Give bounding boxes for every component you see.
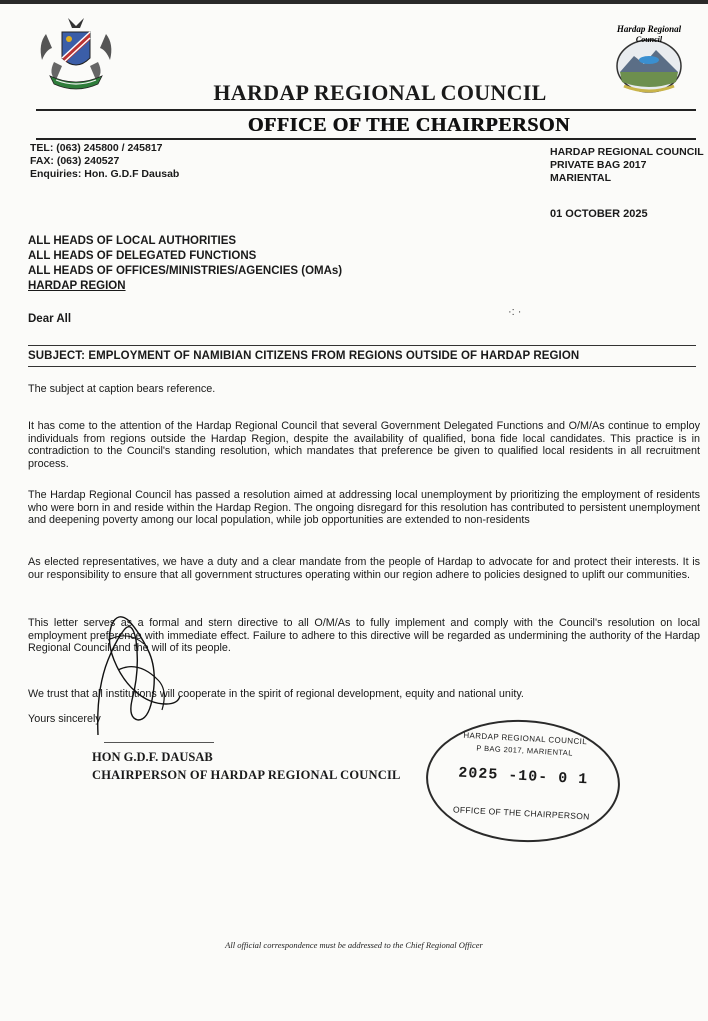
office-title: OFFICE OF THE CHAIRPERSON <box>247 114 570 136</box>
stamp-line-2: P BAG 2017, MARIENTAL <box>476 743 574 758</box>
stamp-date: 2025 -10- 0 1 <box>457 764 589 789</box>
stamp-line-3: OFFICE OF THE CHAIRPERSON <box>452 804 590 822</box>
signatory-title: CHAIRPERSON OF HARDAP REGIONAL COUNCIL <box>92 768 401 782</box>
header-divider <box>36 109 696 111</box>
letter-date: 01 OCTOBER 2025 <box>550 208 648 220</box>
paragraph-resolution: The Hardap Regional Council has passed a resolution aimed at addressing local unemployment by prioritizing the employment of residents who were born in and reside within the Hardap Region. The ongoing disregard for this resolution has contributed to persistent unemployment and deepening poverty among our local population, while job opportunities are extended to non-residents <box>28 489 700 526</box>
recipient-line-3: ALL HEADS OF OFFICES/MINISTRIES/AGENCIES (OMAs) <box>28 265 343 277</box>
paragraph-directive: This letter serves as a formal and stern directive to all O/M/As to fully implement and comply with the Council's resolution on local employment preference with immediate effect. Failure to adhere to this directive will be regarded as undermining the authority of the Hardap Regional Council and the will of its people. <box>28 617 700 654</box>
address-line-1: HARDAP REGIONAL COUNCIL <box>550 146 704 158</box>
paragraph-attention: It has come to the attention of the Hardap Regional Council that several Government Delegated Functions and O/M/As continue to employ individuals from regions outside the Hardap Region, despite the availability of qualified, bona fide local candidates. This practice is in contradiction to the Council's standing resolution, which mandates that preference be given to qualified local residents in all recruitment process. <box>28 420 700 470</box>
paragraph-trust: We trust that all institutions will cooperate in the spirit of regional development, equity and national unity. <box>28 688 524 700</box>
top-edge <box>0 0 708 4</box>
signature-line <box>104 742 214 743</box>
organization-title: HARDAP REGIONAL COUNCIL <box>213 80 547 105</box>
handwritten-signature-icon <box>88 600 198 750</box>
subject-rule-top <box>28 345 696 346</box>
paragraph-mandate: As elected representatives, we have a duty and a clear mandate from the people of Hardap to advocate for and protect their interests. It is our responsibility to ensure that all government structures operating within our region adhere to policies designed to uplift our communities. <box>28 556 700 581</box>
regional-council-logo-icon <box>604 20 694 100</box>
subject-line: SUBJECT: EMPLOYMENT OF NAMIBIAN CITIZENS FROM REGIONS OUTSIDE OF HARDAP REGION <box>28 350 580 362</box>
footer-note: All official correspondence must be addressed to the Chief Regional Officer <box>225 940 483 950</box>
logo-text-line2: Council <box>635 35 663 44</box>
coat-of-arms-icon <box>28 14 124 98</box>
contact-fax: FAX: (063) 240527 <box>30 155 120 167</box>
scan-mark: ·: · <box>508 306 522 318</box>
recipient-line-2: ALL HEADS OF DELEGATED FUNCTIONS <box>28 250 257 262</box>
stamp-line-1: HARDAP REGIONAL COUNCIL <box>463 730 588 747</box>
address-line-3: MARIENTAL <box>550 172 612 184</box>
signatory-name: HON G.D.F. DAUSAB <box>92 750 213 764</box>
closing: Yours sincerely <box>28 713 101 725</box>
contact-enquiries: Enquiries: Hon. G.D.F Dausab <box>30 168 180 180</box>
recipient-region: HARDAP REGION <box>28 280 126 292</box>
address-block <box>550 146 704 185</box>
contact-tel: TEL: (063) 245800 / 245817 <box>30 142 163 154</box>
address-line-2: PRIVATE BAG 2017 <box>550 159 647 171</box>
salutation: Dear All <box>28 313 72 325</box>
header-divider-lower <box>36 138 696 140</box>
recipients-block <box>28 234 342 294</box>
official-stamp <box>423 715 623 847</box>
subject-rule-bottom <box>28 366 696 367</box>
contact-block <box>30 142 179 181</box>
logo-text-line1: Hardap Regional <box>616 24 682 34</box>
recipient-line-1: ALL HEADS OF LOCAL AUTHORITIES <box>28 235 237 247</box>
paragraph-reference: The subject at caption bears reference. <box>28 383 216 395</box>
